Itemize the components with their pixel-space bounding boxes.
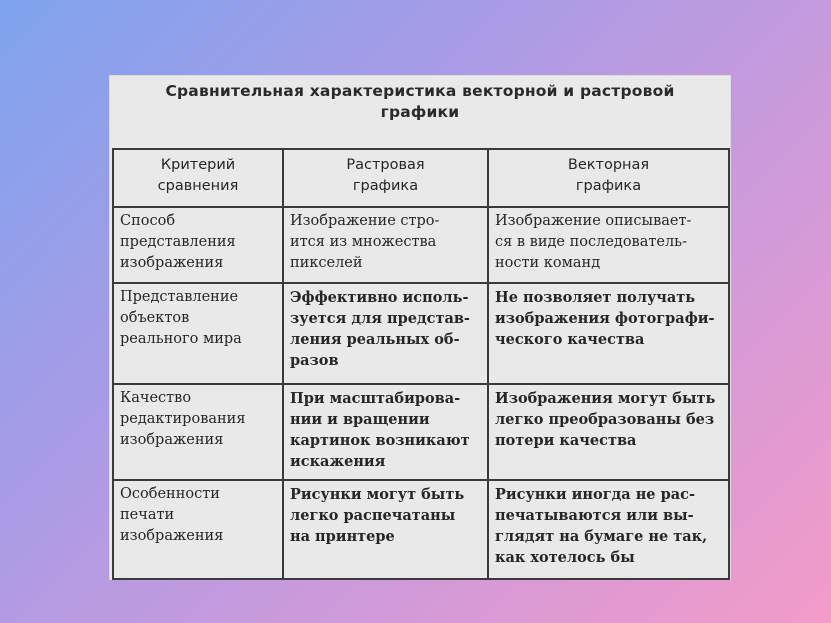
comparison-table [112, 148, 730, 580]
raster-cell: При масштабирова- нии и вращении картинок возникают искажения [283, 384, 488, 480]
vector-cell: Рисунки иногда не рас- печатываются или вы- глядят на бумаге не так, как хотелось бы [488, 480, 729, 579]
criterion-cell: Способ представления изображения [113, 207, 283, 283]
table-row [113, 283, 729, 384]
header-raster: Растровая графика [283, 149, 488, 207]
vector-cell: Изображение описывает- ся в виде последователь- ности команд [488, 207, 729, 283]
document-page [109, 75, 731, 580]
vector-cell: Изображения могут быть легко преобразованы без потери качества [488, 384, 729, 480]
header-criterion: Критерий сравнения [113, 149, 283, 207]
raster-cell: Рисунки могут быть легко распечатаны на принтере [283, 480, 488, 579]
table-row [113, 207, 729, 283]
criterion-cell: Представление объектов реального мира [113, 283, 283, 384]
table-row [113, 480, 729, 579]
raster-cell: Изображение стро- ится из множества пикселей [283, 207, 488, 283]
header-vector: Векторная графика [488, 149, 729, 207]
criterion-cell: Особенности печати изображения [113, 480, 283, 579]
table-header-row [113, 149, 729, 207]
page-title: Сравнительная характеристика векторной и растровой графики [165, 82, 675, 121]
vector-cell: Не позволяет получать изображения фотографи- ческого качества [488, 283, 729, 384]
criterion-cell: Качество редактирования изображения [113, 384, 283, 480]
raster-cell: Эффективно исполь- зуется для представ- ления реальных об- разов [283, 283, 488, 384]
table-row [113, 384, 729, 480]
